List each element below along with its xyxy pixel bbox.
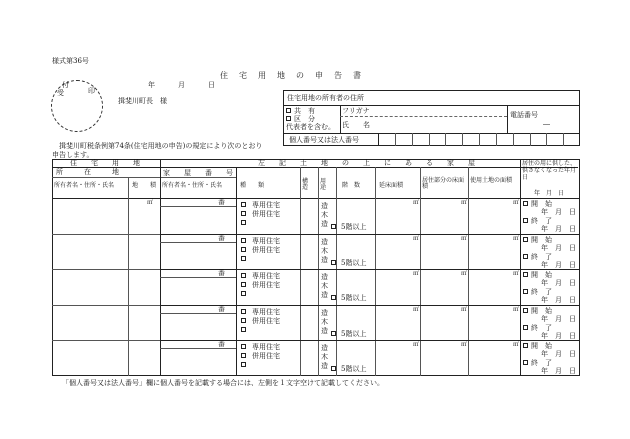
receipt-stamp [51,80,103,132]
date-month: 月 [178,81,185,89]
kind-label: 併用住宅 [252,316,280,325]
period-start-label: 開 始 [531,342,552,351]
title-char: の [296,71,304,80]
receipt-stamp-mark: 印 [88,87,95,95]
period-start-date: 年 月 日 [541,314,576,323]
structure-label: 木 [321,246,328,255]
kind-checkbox[interactable] [241,309,246,314]
residential-area-unit: ㎡ [461,199,468,206]
land-use-area-unit: ㎡ [513,341,520,349]
structure-label: 木 [321,282,328,291]
main-table [52,159,580,376]
sectional-ownership-checkbox[interactable] [286,116,291,121]
period-end-label: 終 了 [531,288,552,297]
kind-label: 併用住宅 [252,281,280,290]
col-floor-area: 延床面積 [379,182,404,189]
group-residential-land: 住 宅 用 地 [70,159,140,167]
floors-5plus-label: 5階以上 [341,258,367,267]
structure-label: 造 [321,344,328,353]
kind-checkbox[interactable] [241,291,246,296]
period-end-date: 年 月 日 [541,331,576,340]
joint-ownership-checkbox[interactable] [286,108,291,113]
period-end-date: 年 月 日 [541,367,576,376]
period-start-checkbox[interactable] [523,237,528,242]
period-start-date: 年 月 日 [541,243,576,252]
sectional-ownership-label: 区 分 [294,115,315,123]
col-period-ymd: 年 月 日 [534,190,565,197]
col-house-number: 家 屋 番 号 [163,169,233,177]
floor-area-unit: ㎡ [413,234,420,242]
kind-checkbox[interactable] [241,282,246,287]
house-number-suffix: 番 [218,198,225,206]
title-char: 告 [334,71,342,80]
house-number-suffix: 番 [218,340,225,349]
period-end-date: 年 月 日 [541,260,576,269]
col-kind: 種 類 [240,182,265,189]
floors-5plus-checkbox[interactable] [331,331,336,336]
col-location: 所 在 地 [56,168,119,176]
col-land-use-area: 使用土地の面積 [470,177,513,184]
structure-label: 造 [321,326,328,335]
kind-label: 併用住宅 [252,245,280,254]
mynumber-label: 個人番号又は法人番号 [289,136,359,144]
col-use: 用 途 [320,178,333,191]
floor-area-unit: ㎡ [413,305,420,313]
addressee: 揖斐川町長 様 [118,97,167,105]
period-start-date: 年 月 日 [541,279,576,288]
house-number-suffix: 番 [218,269,225,278]
col-house-owner: 所有者名・住所・氏名 [162,182,223,189]
structure-label: 造 [321,220,328,228]
kind-label: 専用住宅 [252,272,280,281]
land-area-unit: ㎡ [147,199,154,206]
statement-line-1: 揖斐川町税条例第74条(住宅用地の申告)の規定により次のとおり [59,142,263,150]
kind-label: 併用住宅 [252,352,280,361]
structure-label: 造 [321,237,328,246]
kind-checkbox[interactable] [241,273,246,278]
period-end-date: 年 月 日 [541,296,576,305]
kind-label: 専用住宅 [252,201,280,209]
period-end-checkbox[interactable] [523,254,528,259]
floors-5plus-checkbox[interactable] [331,224,336,229]
kind-checkbox[interactable] [241,327,246,332]
residential-area-unit: ㎡ [461,341,468,349]
floors-5plus-checkbox[interactable] [331,366,336,371]
floors-5plus-label: 5階以上 [341,329,367,338]
period-start-label: 開 始 [531,306,552,315]
col-land-owner: 所有者名・住所・氏名 [54,182,115,189]
furigana-label: フリガナ [342,107,370,115]
land-use-area-unit: ㎡ [513,270,520,278]
structure-label: 造 [321,273,328,282]
floors-5plus-label: 5階以上 [341,365,367,374]
kind-label: 専用住宅 [252,236,280,245]
land-use-area-unit: ㎡ [513,305,520,313]
house-number-suffix: 番 [218,233,225,242]
period-start-checkbox[interactable] [523,201,528,206]
mynumber-cells[interactable] [378,133,580,146]
date-year: 年 [148,81,155,89]
period-end-label: 終 了 [531,359,552,368]
col-residential-area: 居住部分の床面積 [422,177,465,190]
kind-checkbox[interactable] [241,318,246,323]
land-use-area-unit: ㎡ [513,199,520,206]
floors-5plus-label: 5階以上 [341,294,367,303]
title-char: 用 [258,71,266,80]
residential-area-unit: ㎡ [461,270,468,278]
representative-label: 代表者を含む。 [286,123,335,131]
period-end-label: 終 了 [531,323,552,332]
period-start-checkbox[interactable] [523,272,528,277]
floors-5plus-checkbox[interactable] [331,260,336,265]
col-floors: 階 数 [342,182,361,189]
kind-label: 専用住宅 [252,307,280,316]
footnote: 「個人番号又は法人番号」欄に個人番号を記載する場合には、左側を１文字空けて記載してください。 [62,379,384,387]
floor-area-unit: ㎡ [413,270,420,278]
title-char: 書 [353,71,361,80]
period-end-label: 終 了 [531,252,552,261]
kind-label: 専用住宅 [252,343,280,352]
date-day: 日 [208,81,215,89]
kind-label: 併用住宅 [252,210,280,218]
period-start-label: 開 始 [531,200,552,208]
structure-label: 木 [321,317,328,326]
owner-address-label: 住宅用地の所有者の住所 [287,94,364,102]
phone-label: 電話番号 [510,111,538,119]
kind-checkbox[interactable] [241,238,246,243]
period-start-checkbox[interactable] [523,308,528,313]
form-number: 様式第36号 [52,57,89,65]
land-use-area-unit: ㎡ [513,234,520,242]
kind-checkbox[interactable] [241,247,246,252]
period-end-label: 終 了 [531,217,552,225]
period-end-checkbox[interactable] [523,360,528,365]
kind-checkbox[interactable] [241,256,246,261]
kind-checkbox[interactable] [241,202,246,207]
kind-checkbox[interactable] [241,344,246,349]
period-end-date: 年 月 日 [541,225,576,233]
kind-checkbox[interactable] [241,220,246,225]
kind-checkbox[interactable] [241,362,246,367]
joint-ownership-label: 共 有 [294,107,315,115]
structure-label: 造 [321,362,328,371]
structure-label: 造 [321,308,328,317]
title-char: 申 [315,71,323,80]
form-title [220,72,372,80]
floors-5plus-checkbox[interactable] [331,295,336,300]
residential-area-unit: ㎡ [461,305,468,313]
floors-5plus-label: 5階以上 [341,223,367,231]
period-start-checkbox[interactable] [523,343,528,348]
floor-area-unit: ㎡ [413,199,420,206]
residential-area-unit: ㎡ [461,234,468,242]
col-land-area: 地 積 [132,182,157,189]
title-char: 宅 [239,71,247,80]
structure-label: 造 [321,291,328,300]
name-label: 氏 名 [342,121,370,129]
receipt-label-left: 受 [57,89,64,97]
title-char: 地 [277,71,285,80]
structure-label: 木 [321,211,328,219]
kind-checkbox[interactable] [241,353,246,358]
period-end-checkbox[interactable] [523,218,528,223]
structure-label: 造 [321,255,328,264]
period-end-checkbox[interactable] [523,325,528,330]
statement-line-2: 申告します。 [52,151,94,159]
group-house-on-land: 左 記 土 地 の 上 に あ る 家 屋 [258,159,475,167]
floor-area-unit: ㎡ [413,341,420,349]
period-start-date: 年 月 日 [541,350,576,359]
col-period: 居住の用に供した、供さなくなった年月日 [522,160,577,181]
kind-checkbox[interactable] [241,211,246,216]
period-end-checkbox[interactable] [523,289,528,294]
col-structure: 構 造 [302,178,315,191]
period-start-date: 年 月 日 [541,208,576,216]
phone-dash: ― [543,120,550,128]
period-start-label: 開 始 [531,235,552,244]
receipt-label-right: 付 [62,81,69,89]
period-start-label: 開 始 [531,271,552,280]
house-number-suffix: 番 [218,304,225,313]
structure-label: 造 [321,202,328,210]
title-char: 住 [220,71,228,80]
structure-label: 木 [321,353,328,362]
